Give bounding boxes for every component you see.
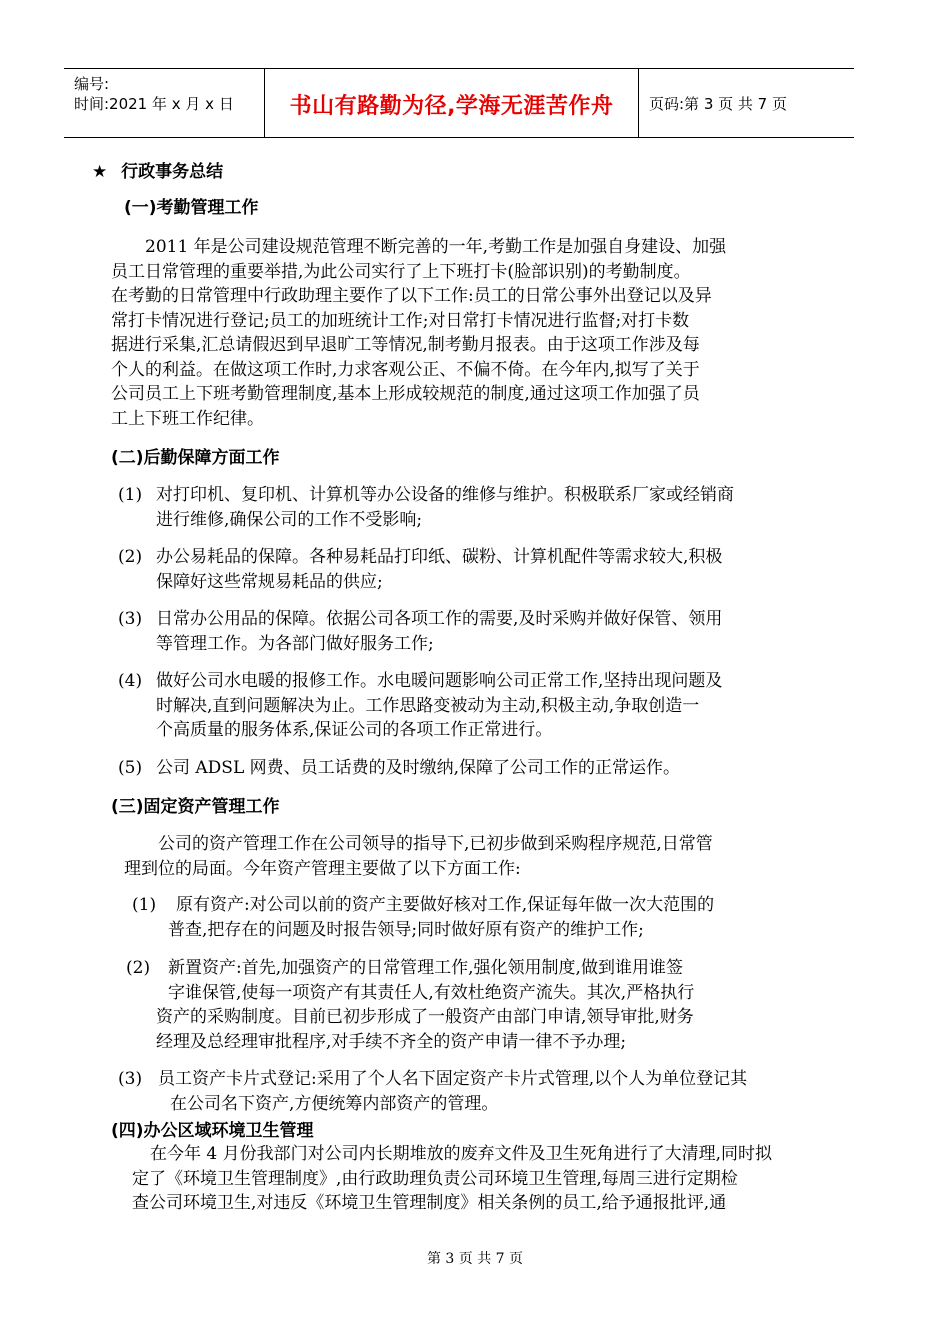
- paragraph-line: 个人的利益。在做这项工作时,力求客观公正、不偏不倚。在今年内,拟写了关于: [111, 359, 700, 380]
- item-number: (3): [118, 609, 143, 629]
- section-3-intro: [124, 832, 834, 881]
- paragraph-line: 查公司环境卫生,对违反《环境卫生管理制度》相关条例的员工,给予通报批评,通: [132, 1193, 727, 1213]
- paragraph-line: 公司的资产管理工作在公司领导的指导下,已初步做到采购程序规范,日常管: [158, 834, 713, 854]
- star-icon: ★: [92, 162, 108, 182]
- section-4-title: (四)办公区域环境卫生管理: [111, 1121, 314, 1141]
- item-line: 进行维修,确保公司的工作不受影响;: [156, 509, 423, 530]
- header-motto-cell: [265, 69, 639, 137]
- item-number: (4): [118, 671, 143, 691]
- item-line: 等管理工作。为各部门做好服务工作;: [156, 633, 434, 654]
- paragraph-line: 在考勤的日常管理中行政助理主要作了以下工作:员工的日常公事外出登记以及异: [111, 286, 712, 306]
- header-page-number: 页码:第 3 页 共 7 页: [649, 95, 787, 113]
- section-1-title: (一)考勤管理工作: [124, 198, 259, 218]
- item-line: 个高质量的服务体系,保证公司的各项工作正常进行。: [156, 720, 553, 740]
- list-item: [126, 956, 836, 1054]
- paragraph-line: 在今年 4 月份我部门对公司内长期堆放的废弃文件及卫生死角进行了大清理,同时拟: [150, 1144, 773, 1164]
- item-line: 对打印机、复印机、计算机等办公设备的维修与维护。积极联系厂家或经销商: [156, 485, 734, 505]
- section-4-body: [132, 1142, 852, 1216]
- list-item: [132, 893, 832, 942]
- paragraph-line: 常打卡情况进行登记;员工的加班统计工作;对日常打卡情况进行监督;对打卡数: [111, 310, 690, 331]
- section-3-title: (三)固定资产管理工作: [111, 797, 280, 817]
- list-item: [118, 756, 838, 781]
- item-line: 时解决,直到问题解决为止。工作思路变被动为主动,积极主动,争取创造一: [156, 695, 700, 716]
- item-number: (5): [118, 758, 143, 778]
- item-line: 原有资产:对公司以前的资产主要做好核对工作,保证每年做一次大范围的: [176, 895, 715, 915]
- section-2-title: (二)后勤保障方面工作: [111, 448, 280, 468]
- paragraph-line: 2011 年是公司建设规范管理不断完善的一年,考勤工作是加强自身建设、加强: [145, 237, 727, 257]
- list-item: [118, 483, 838, 532]
- main-title: [92, 160, 223, 185]
- item-number: (3): [118, 1069, 143, 1089]
- item-line: 字谁保管,使每一项资产有其责任人,有效杜绝资产流失。其次,严格执行: [168, 982, 695, 1003]
- paragraph-line: 理到位的局面。今年资产管理主要做了以下方面工作:: [124, 858, 521, 879]
- paragraph-line: 员工日常管理的重要举措,为此公司实行了上下班打卡(脸部识别)的考勤制度。: [111, 261, 691, 282]
- item-line: 员工资产卡片式登记:采用了个人名下固定资产卡片式管理,以个人为单位登记其: [158, 1069, 748, 1089]
- page-footer: 第 3 页 共 7 页: [426, 1251, 524, 1267]
- item-number: (2): [118, 547, 143, 567]
- item-number: (1): [118, 485, 143, 505]
- paragraph-line: 工上下班工作纪律。: [111, 408, 264, 429]
- item-line: 保障好这些常规易耗品的供应;: [156, 571, 383, 592]
- motto-text: 书山有路勤为径,学海无涯苦作舟: [289, 94, 614, 119]
- section-1-body: [111, 235, 831, 431]
- item-line: 新置资产:首先,加强资产的日常管理工作,强化领用制度,做到谁用谁签: [168, 958, 683, 978]
- header-meta-cell: [64, 69, 265, 137]
- main-title-text: 行政事务总结: [121, 162, 224, 182]
- item-line: 公司 ADSL 网费、员工话费的及时缴纳,保障了公司工作的正常运作。: [156, 758, 681, 778]
- paragraph-line: 据进行采集,汇总请假迟到早退旷工等情况,制考勤月报表。由于这项工作涉及每: [111, 335, 700, 355]
- item-line: 资产的采购制度。目前已初步形成了一般资产由部门申请,领导审批,财务: [156, 1007, 694, 1027]
- page-header: [64, 68, 854, 138]
- doc-time-label: 时间:2021 年 x 月 x 日: [74, 95, 234, 113]
- item-number: (2): [126, 958, 151, 978]
- item-line: 经理及总经理审批程序,对手续不齐全的资产申请一律不予办理;: [156, 1031, 627, 1052]
- item-number: (1): [132, 895, 157, 915]
- item-line: 日常办公用品的保障。依据公司各项工作的需要,及时采购并做好保管、领用: [156, 609, 723, 629]
- list-item: [118, 607, 838, 656]
- paragraph-line: 公司员工上下班考勤管理制度,基本上形成较规范的制度,通过这项工作加强了员: [111, 384, 700, 404]
- header-page-cell: [639, 69, 854, 137]
- paragraph-line: 定了《环境卫生管理制度》,由行政助理负责公司环境卫生管理,每周三进行定期检: [132, 1168, 738, 1189]
- item-line: 办公易耗品的保障。各种易耗品打印纸、碳粉、计算机配件等需求较大,积极: [156, 547, 723, 567]
- item-line: 普查,把存在的问题及时报告领导;同时做好原有资产的维护工作;: [168, 919, 644, 940]
- item-line: 在公司名下资产,方便统筹内部资产的管理。: [170, 1093, 499, 1114]
- list-item: [118, 545, 838, 594]
- item-line: 做好公司水电暖的报修工作。水电暖问题影响公司正常工作,坚持出现问题及: [156, 671, 723, 691]
- doc-number-label: 编号:: [74, 75, 110, 93]
- list-item: [118, 1067, 858, 1116]
- list-item: [118, 669, 838, 743]
